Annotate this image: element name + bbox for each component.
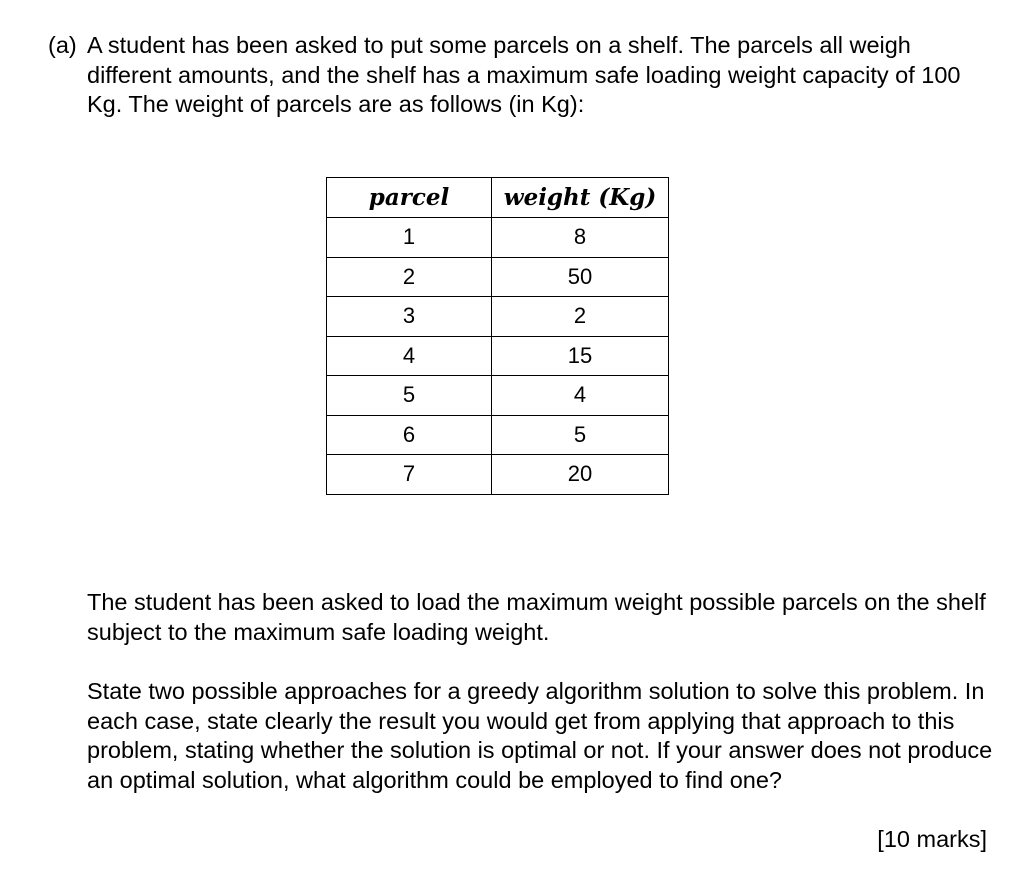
task-statement: The student has been asked to load the maximum weight possible parcels on the shelf subject to the maximum safe loading weight. [87,589,986,645]
parcel-cell: 2 [327,257,492,297]
weight-cell: 5 [492,415,669,455]
parcel-cell: 4 [327,336,492,376]
weight-cell: 15 [492,336,669,376]
question-prompt: State two possible approaches for a greedy algorithm solution to solve this problem. In each case, state clearly the result you would get from applying that approach to this problem, stating whether the solution is optimal or not. If your answer does not produce an optimal solution, what algorithm could be employed to find one? [87,678,993,793]
weight-cell: 4 [492,376,669,416]
question-intro: A student has been asked to put some parcels on a shelf. The parcels all weigh different amounts, and the shelf has a maximum safe loading weight capacity of 100 Kg. The weight of parcels are as follows (in Kg): [87,32,961,117]
parcel-cell: 1 [327,218,492,258]
weight-cell: 50 [492,257,669,297]
table-row [327,257,669,297]
parcel-weight-table [326,177,669,495]
table-row [327,455,669,495]
parcel-cell: 3 [327,297,492,337]
table-header-row [327,178,669,218]
weight-column-header: weight (Kg) [492,178,669,218]
parcel-cell: 7 [327,455,492,495]
table-row [327,336,669,376]
table-row [327,218,669,258]
marks-label: [10 marks] [877,826,987,852]
parcel-cell: 6 [327,415,492,455]
table-row [327,376,669,416]
table-row [327,297,669,337]
parcel-cell: 5 [327,376,492,416]
weight-cell: 20 [492,455,669,495]
weight-cell: 2 [492,297,669,337]
question-label: (a) [48,32,77,58]
weight-cell: 8 [492,218,669,258]
table-row [327,415,669,455]
parcel-column-header: parcel [327,178,492,218]
